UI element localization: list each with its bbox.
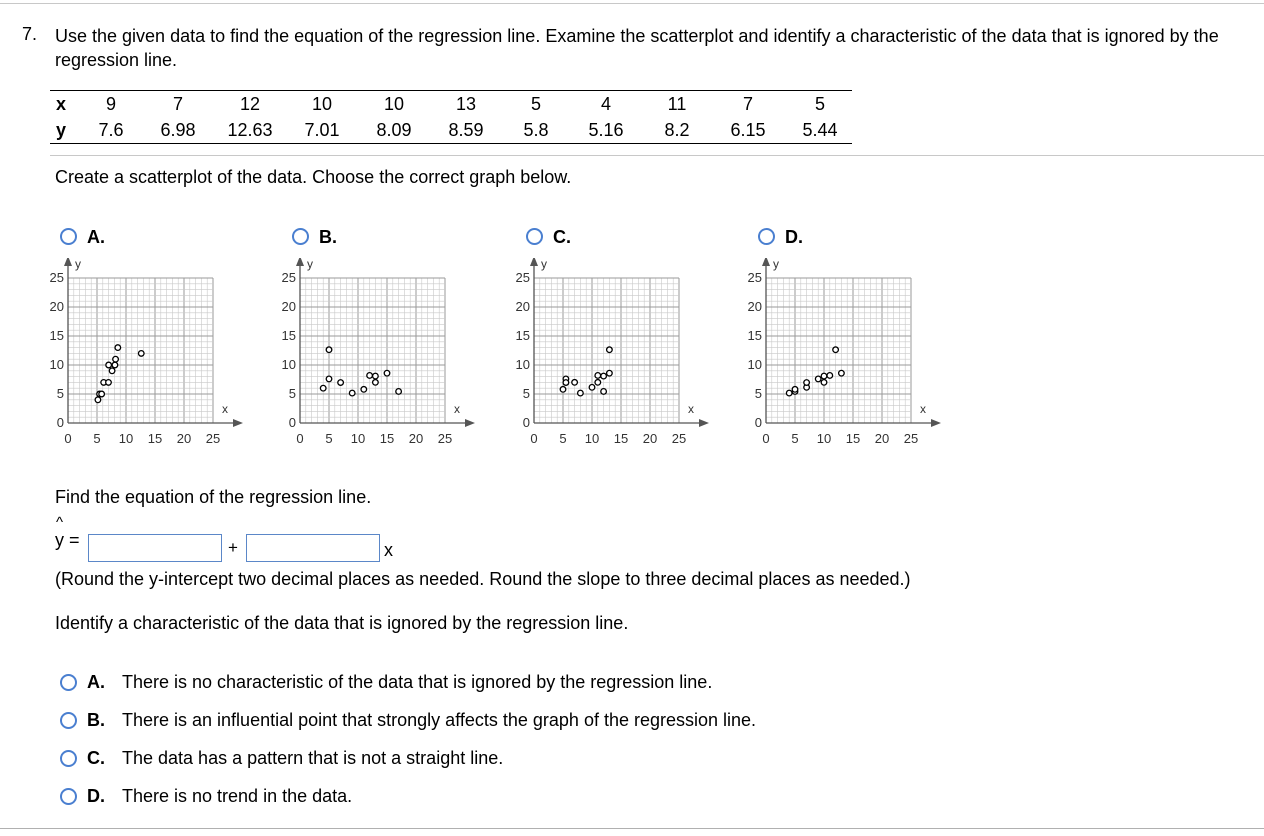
- x-tick-label: 20: [642, 431, 658, 446]
- x-tick-label: 0: [530, 431, 538, 446]
- x-tick-label: 5: [559, 431, 567, 446]
- y-value: 5.8: [506, 117, 566, 144]
- y-tick-label: 15: [281, 328, 296, 343]
- data-point: [113, 356, 119, 362]
- x-tick-label: 5: [791, 431, 799, 446]
- section-divider: [50, 155, 1264, 156]
- answer-b-radio[interactable]: [60, 712, 77, 729]
- graph-option-c-radio[interactable]: [526, 228, 543, 245]
- data-point: [326, 376, 332, 382]
- rounding-note: (Round the y-intercept two decimal places as needed. Round the slope to three decimal places as needed.): [55, 569, 911, 589]
- y-value: 6.15: [708, 117, 788, 144]
- data-point: [361, 387, 367, 393]
- regression-prompt: Find the equation of the regression line.: [55, 487, 372, 507]
- x-tick-label: 25: [671, 431, 687, 446]
- y-tick-label: 20: [49, 299, 64, 314]
- scatter-prompt: Create a scatterplot of the data. Choose the correct graph below.: [55, 167, 572, 187]
- y-axis-label: y: [541, 258, 547, 271]
- y-hat-label: [55, 514, 80, 551]
- graph-option-c-label: C.: [553, 227, 571, 247]
- x-value: 9: [84, 91, 138, 118]
- y-value: 7.01: [282, 117, 362, 144]
- scatterplot-svg: [738, 258, 968, 458]
- x-tick-label: 25: [205, 431, 221, 446]
- question-number: 7.: [22, 24, 38, 44]
- x-tick-label: 20: [176, 431, 192, 446]
- data-point: [601, 373, 607, 379]
- y-value: 8.59: [426, 117, 506, 144]
- y-tick-label: 25: [49, 270, 64, 285]
- graph-option-b-label: B.: [319, 227, 337, 247]
- y-axis-arrow: [530, 258, 538, 266]
- data-point: [821, 373, 827, 379]
- x-axis-label: x: [454, 402, 460, 416]
- y-tick-label: 0: [754, 415, 762, 430]
- y-tick-label: 10: [281, 357, 296, 372]
- x-value: 12: [218, 91, 282, 118]
- y-value: 6.98: [138, 117, 218, 144]
- x-tick-label: 15: [147, 431, 163, 446]
- answer-d-radio[interactable]: [60, 788, 77, 805]
- y-row: [50, 117, 852, 144]
- y-axis-arrow: [64, 258, 72, 266]
- x-axis-arrow: [931, 419, 941, 427]
- x-tick-label: 10: [584, 431, 600, 446]
- data-point: [804, 380, 810, 386]
- scatterplot-b: [272, 258, 502, 458]
- intercept-input[interactable]: [88, 534, 222, 562]
- characteristic-prompt: Identify a characteristic of the data that is ignored by the regression line.: [55, 613, 629, 633]
- data-point: [384, 370, 390, 376]
- data-point: [607, 370, 613, 376]
- x-tick-label: 10: [118, 431, 134, 446]
- y-tick-label: 25: [515, 270, 530, 285]
- graph-option-b-radio[interactable]: [292, 228, 309, 245]
- equation-lhs: y =: [55, 530, 80, 550]
- answer-d-text: There is no trend in the data.: [122, 786, 353, 806]
- data-point: [367, 373, 373, 379]
- x-value: 10: [362, 91, 426, 118]
- y-tick-label: 5: [522, 386, 530, 401]
- x-value: 5: [788, 91, 852, 118]
- x-tick-label: 25: [437, 431, 453, 446]
- x-value: 13: [426, 91, 506, 118]
- data-point: [839, 370, 845, 376]
- graph-option-d-label: D.: [785, 227, 803, 247]
- y-row-label: y: [50, 117, 84, 144]
- x-variable: x: [384, 540, 393, 560]
- x-tick-label: 0: [762, 431, 770, 446]
- x-value: 7: [138, 91, 218, 118]
- x-tick-label: 25: [903, 431, 919, 446]
- data-point: [792, 387, 798, 393]
- data-point: [138, 351, 144, 357]
- data-table: [50, 90, 852, 144]
- question-text: Use the given data to find the equation of the regression line. Examine the scatterplot and identify a characteristic of the data that is ignored by the regression line.: [55, 26, 1219, 70]
- scatterplot-svg: [272, 258, 502, 458]
- y-tick-label: 0: [522, 415, 530, 430]
- y-tick-label: 15: [515, 328, 530, 343]
- scatterplot-svg: [506, 258, 736, 458]
- data-point: [572, 380, 578, 386]
- data-point: [821, 380, 827, 386]
- data-point: [373, 380, 379, 386]
- y-tick-label: 20: [281, 299, 296, 314]
- x-row: [50, 91, 852, 118]
- data-point: [95, 397, 101, 403]
- data-point: [601, 389, 607, 395]
- y-tick-label: 15: [747, 328, 762, 343]
- y-axis-arrow: [296, 258, 304, 266]
- x-value: 4: [566, 91, 646, 118]
- slope-input[interactable]: [246, 534, 380, 562]
- y-tick-label: 5: [56, 386, 64, 401]
- y-tick-label: 25: [281, 270, 296, 285]
- data-point: [595, 380, 601, 386]
- y-axis-label: y: [307, 258, 313, 271]
- answer-c-label: C.: [87, 748, 105, 768]
- y-tick-label: 10: [515, 357, 530, 372]
- y-axis-label: y: [75, 258, 81, 271]
- x-value: 11: [646, 91, 708, 118]
- x-tick-label: 20: [408, 431, 424, 446]
- x-tick-label: 0: [64, 431, 72, 446]
- x-tick-label: 5: [325, 431, 333, 446]
- data-point: [595, 373, 601, 379]
- x-axis-arrow: [233, 419, 243, 427]
- data-point: [827, 373, 833, 379]
- answer-b-label: B.: [87, 710, 105, 730]
- scatterplot-d: [738, 258, 968, 458]
- y-tick-label: 15: [49, 328, 64, 343]
- answer-a-radio[interactable]: [60, 674, 77, 691]
- y-tick-label: 0: [288, 415, 296, 430]
- y-tick-label: 5: [288, 386, 296, 401]
- data-point: [320, 385, 326, 391]
- data-point: [326, 347, 332, 353]
- x-tick-label: 15: [845, 431, 861, 446]
- data-point: [106, 362, 112, 368]
- scatterplot-svg: [40, 258, 270, 458]
- x-row-label: x: [50, 91, 84, 118]
- x-axis-label: x: [688, 402, 694, 416]
- y-value: 8.2: [646, 117, 708, 144]
- scatterplot-c: [506, 258, 736, 458]
- data-point: [106, 380, 112, 386]
- x-tick-label: 10: [350, 431, 366, 446]
- data-point: [373, 373, 379, 379]
- answer-a-label: A.: [87, 672, 105, 692]
- y-value: 5.16: [566, 117, 646, 144]
- graph-option-a-radio[interactable]: [60, 228, 77, 245]
- bottom-divider: [0, 828, 1264, 829]
- x-axis-label: x: [920, 402, 926, 416]
- scatterplot-a: [40, 258, 270, 458]
- y-tick-label: 25: [747, 270, 762, 285]
- data-point: [578, 390, 584, 396]
- y-value: 8.09: [362, 117, 426, 144]
- y-tick-label: 10: [49, 357, 64, 372]
- data-point: [607, 347, 613, 353]
- answer-b-text: There is an influential point that strongly affects the graph of the regression line.: [122, 710, 757, 730]
- answer-d-label: D.: [87, 786, 105, 806]
- x-tick-label: 15: [379, 431, 395, 446]
- x-value: 5: [506, 91, 566, 118]
- answer-a-text: There is no characteristic of the data that is ignored by the regression line.: [122, 672, 713, 692]
- plus-sign: +: [228, 538, 238, 557]
- data-point: [112, 362, 118, 368]
- x-axis-arrow: [699, 419, 709, 427]
- x-tick-label: 5: [93, 431, 101, 446]
- x-value: 10: [282, 91, 362, 118]
- x-tick-label: 0: [296, 431, 304, 446]
- y-value: 7.6: [84, 117, 138, 144]
- y-tick-label: 10: [747, 357, 762, 372]
- graph-option-a-label: A.: [87, 227, 105, 247]
- answer-c-radio[interactable]: [60, 750, 77, 767]
- data-point: [338, 380, 344, 386]
- data-point: [560, 387, 566, 393]
- data-point: [115, 345, 121, 351]
- y-axis-arrow: [762, 258, 770, 266]
- y-value: 12.63: [218, 117, 282, 144]
- answer-c-text: The data has a pattern that is not a straight line.: [122, 748, 504, 768]
- data-point: [833, 347, 839, 353]
- x-axis-arrow: [465, 419, 475, 427]
- y-tick-label: 0: [56, 415, 64, 430]
- data-point: [786, 390, 792, 396]
- y-tick-label: 20: [747, 299, 762, 314]
- y-tick-label: 20: [515, 299, 530, 314]
- hat-symbol: ^: [56, 514, 64, 531]
- graph-option-d-radio[interactable]: [758, 228, 775, 245]
- data-point: [563, 380, 569, 386]
- data-point: [99, 391, 105, 397]
- data-point: [109, 368, 115, 374]
- x-value: 7: [708, 91, 788, 118]
- x-axis-label: x: [222, 402, 228, 416]
- data-point: [396, 389, 402, 395]
- x-tick-label: 15: [613, 431, 629, 446]
- y-axis-label: y: [773, 258, 779, 271]
- data-point: [589, 385, 595, 391]
- y-value: 5.44: [788, 117, 852, 144]
- top-divider: [0, 3, 1264, 4]
- data-point: [349, 390, 355, 396]
- data-point: [815, 376, 821, 382]
- x-tick-label: 10: [816, 431, 832, 446]
- x-tick-label: 20: [874, 431, 890, 446]
- y-tick-label: 5: [754, 386, 762, 401]
